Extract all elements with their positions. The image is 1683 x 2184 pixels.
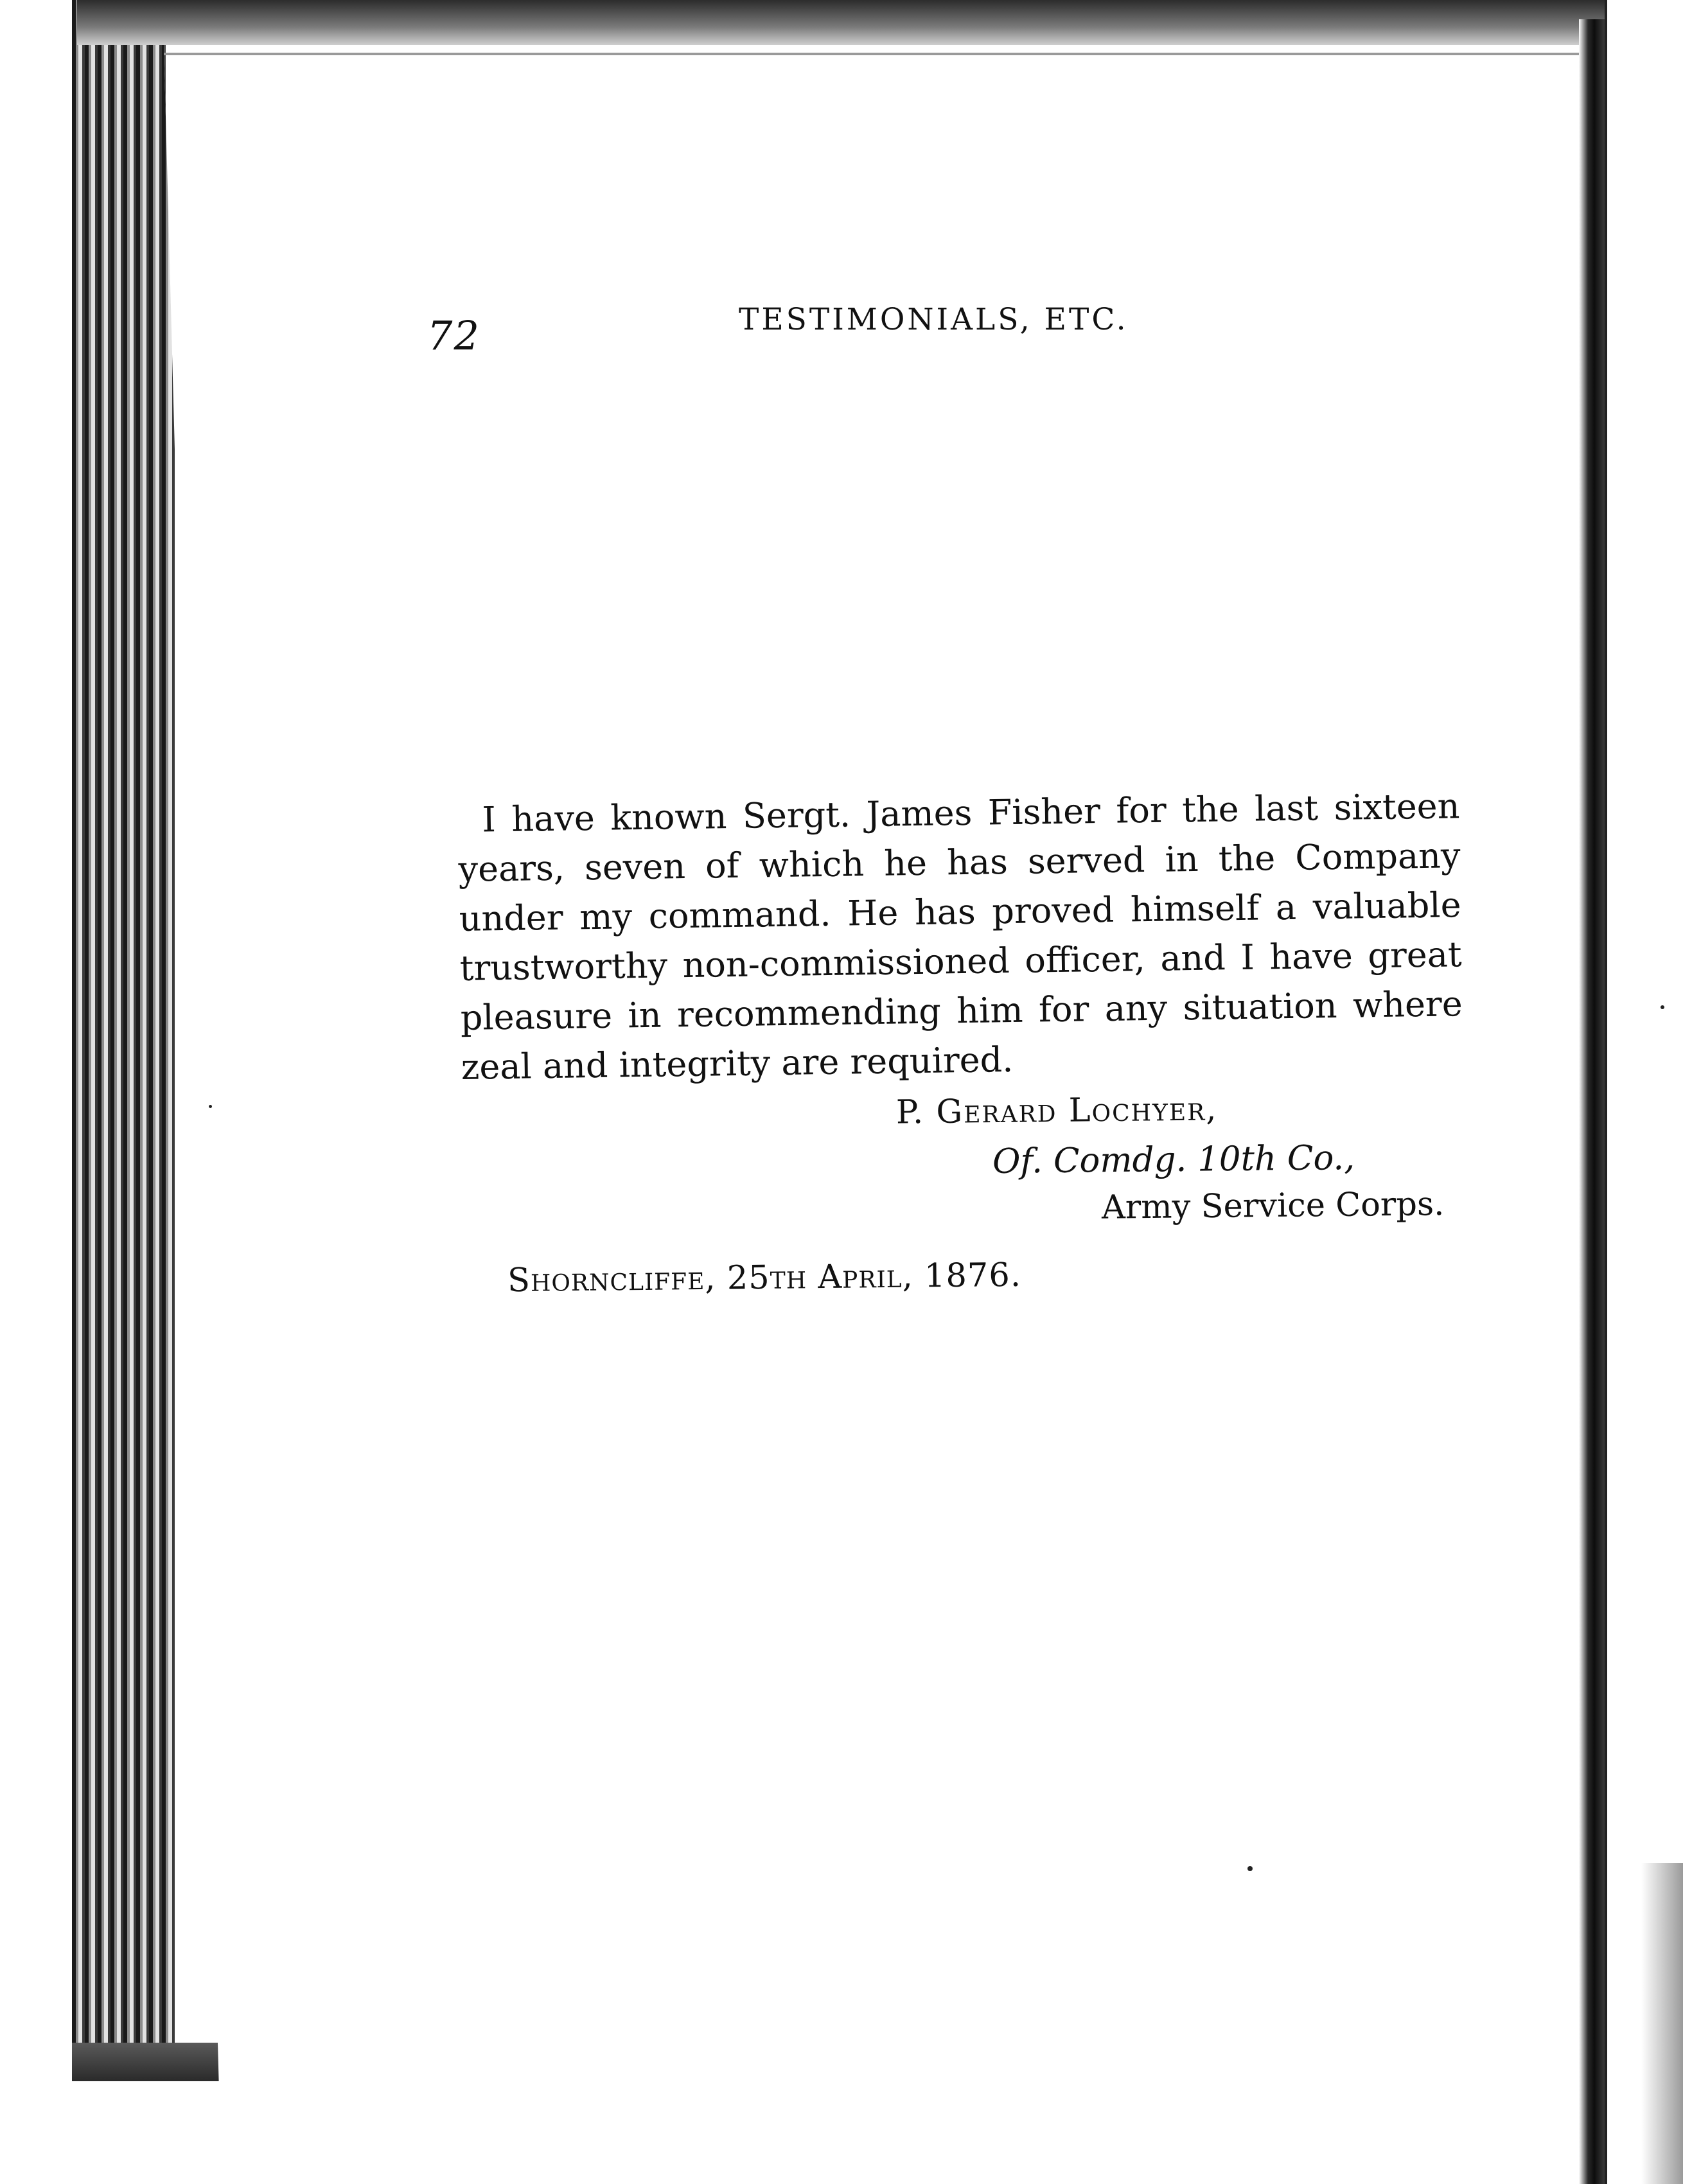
right-binding-shadow: [1579, 19, 1605, 2184]
testimonial-body: I have known Sergt. James Fisher for the last sixteen years, seven of which he has served in the Company under my command. He has proved himself a valuable trustworthy non-commissioned officer, and I have great pleasure in recommending him for any situation where zeal and integrity are required.: [458, 786, 1463, 1088]
scan-speck: [1661, 1005, 1664, 1009]
page-stack-edge: [72, 0, 175, 2068]
book-page: [164, 45, 1608, 2184]
right-edge-shadow: [1641, 1863, 1683, 2184]
scan-speck: [209, 1105, 212, 1108]
page-top-rule: [164, 53, 1596, 55]
page-number: 72: [427, 312, 480, 359]
page-stack-bottom: [72, 2043, 239, 2081]
place-and-date: Shorncliffe, 25th April, 1876.: [507, 1256, 1022, 1300]
running-head: TESTIMONIALS, ETC.: [739, 302, 1129, 337]
book-cover-top-edge: [77, 0, 1606, 45]
signature-title: Of. Comdg. 10th Co.,: [992, 1138, 1355, 1181]
scan-left-margin: [0, 0, 77, 2184]
scan-speck: [1247, 1866, 1253, 1871]
signature-name: P. Gerard Lochyer,: [895, 1090, 1218, 1132]
scan-right-margin: [1605, 0, 1683, 2184]
signature-corps: Army Service Corps.: [1101, 1185, 1445, 1227]
